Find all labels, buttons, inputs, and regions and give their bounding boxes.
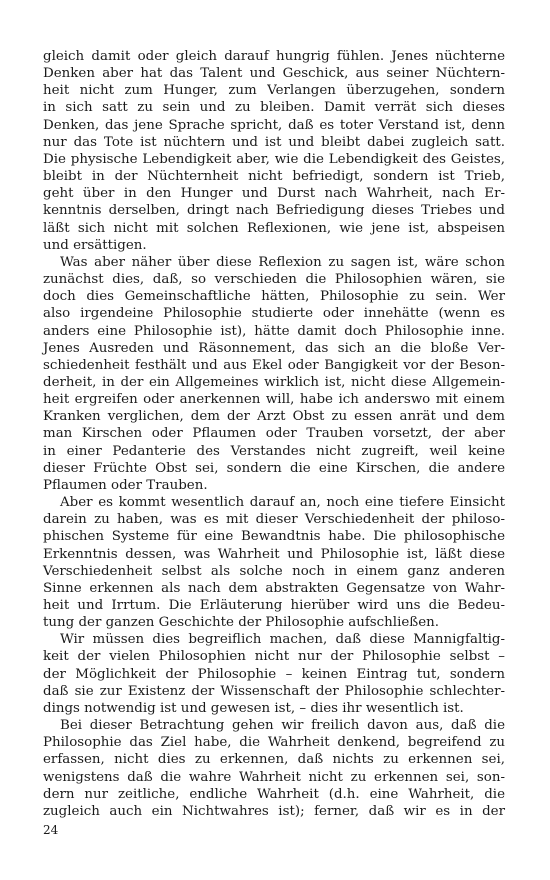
text-line: Pflaumen oder Trauben. <box>43 477 208 493</box>
page-number: 24 <box>43 823 59 837</box>
text-line: in sich satt zu sein und zu bleiben. Damit verrät sich dieses <box>43 100 505 116</box>
text-line: kenntnis derselben, dringt nach Befriedigung dieses Triebes und <box>43 203 505 219</box>
text-line: schiedenheit festhält und aus Ekel oder Bangigkeit vor der Beson- <box>43 357 505 373</box>
text-line: heit nicht zum Hunger, zum Verlangen überzugehen, sondern <box>43 83 505 99</box>
text-line: Bei dieser Betrachtung gehen wir freilich davon aus, daß die <box>60 718 505 734</box>
text-line: Jenes Ausreden und Räsonnement, das sich an die bloße Ver- <box>43 340 505 356</box>
text-line: Wir müssen dies begreiflich machen, daß diese Mannigfaltig- <box>60 632 505 648</box>
text-line: derheit, in der ein Allgemeines wirklich ist, nicht diese Allgemein- <box>43 374 505 390</box>
text-line: wenigstens daß die wahre Wahrheit nicht zu erkennen sei, son- <box>43 769 505 785</box>
text-line: Verschiedenheit selbst als solche noch in einem ganz anderen <box>43 563 505 579</box>
text-line: bleibt in der Nüchternheit nicht befriedigt, sondern ist Trieb, <box>43 169 505 185</box>
paragraph <box>43 631 505 717</box>
paragraph <box>43 254 505 494</box>
text-line: phischen Systeme für eine Bewandtnis habe. Die philosophische <box>43 529 505 545</box>
text-line: und ersättigen. <box>43 237 147 253</box>
text-line: der Möglichkeit der Philosophie – keinen Eintrag tut, sondern <box>43 666 505 682</box>
text-line: Aber es kommt wesentlich darauf an, noch eine tiefere Einsicht <box>60 495 505 511</box>
text-line: daß sie zur Existenz der Wissenschaft der Philosophie schlechter- <box>43 683 505 699</box>
text-line: Die physische Lebendigkeit aber, wie die Lebendigkeit des Geistes, <box>43 151 505 167</box>
body-text <box>43 48 505 820</box>
paragraph <box>43 494 505 631</box>
text-line: geht über in den Hunger und Durst nach Wahrheit, nach Er- <box>43 186 505 202</box>
text-line: gleich damit oder gleich darauf hungrig fühlen. Jenes nüchterne <box>43 49 505 64</box>
text-line: man Kirschen oder Pflaumen oder Trauben vorsetzt, der aber <box>43 426 505 442</box>
text-line: keit der vielen Philosophien nicht nur der Philosophie selbst – <box>43 649 505 665</box>
text-line: darein zu haben, was es mit dieser Verschiedenheit der philoso- <box>43 512 505 528</box>
text-line: heit ergreifen oder anerkennen will, habe ich anderswo mit einem <box>43 392 505 408</box>
paragraph <box>43 717 505 820</box>
text-line: also irgendeine Philosophie studierte oder innehätte (wenn es <box>43 306 505 322</box>
text-line: nur das Tote ist nüchtern und ist und bleibt dabei zugleich satt. <box>43 134 505 150</box>
text-line: läßt sich nicht mit solchen Reflexionen, wie jene ist, abspeisen <box>43 220 505 236</box>
text-line: Sinne erkennen als nach dem abstrakten Gegensatze von Wahr- <box>43 580 505 596</box>
text-line: erfassen, nicht dies zu erkennen, daß nichts zu erkennen sei, <box>43 752 505 768</box>
text-line: doch dies Gemeinschaftliche hätten, Philosophie zu sein. Wer <box>43 289 505 305</box>
paragraph <box>43 48 505 254</box>
text-line: in einer Pedanterie des Verstandes nicht zugreift, weil keine <box>43 443 505 459</box>
text-line: zunächst dies, daß, so verschieden die Philosophien wären, sie <box>43 272 505 288</box>
text-line: Denken aber hat das Talent und Geschick, aus seiner Nüchtern- <box>43 66 505 82</box>
text-line: dieser Früchte Obst sei, sondern die eine Kirschen, die andere <box>43 460 505 476</box>
text-line: Was aber näher über diese Reflexion zu sagen ist, wäre schon <box>60 254 505 270</box>
text-line: tung der ganzen Geschichte der Philosophie aufschließen. <box>43 615 440 631</box>
text-line: Kranken verglichen, dem der Arzt Obst zu essen anrät und dem <box>43 409 505 425</box>
text-line: heit und Irrtum. Die Erläuterung hierüber wird uns die Bedeu- <box>43 598 505 613</box>
text-line: anders eine Philosophie ist), hätte damit doch Philosophie inne. <box>43 323 505 339</box>
text-line: Philosophie das Ziel habe, die Wahrheit denkend, begreifend zu <box>43 735 505 751</box>
text-line: dings notwendig ist und gewesen ist, – dies ihr wesentlich ist. <box>43 700 464 716</box>
text-line: Denken, das jene Sprache spricht, daß es toter Verstand ist, denn <box>43 117 505 133</box>
text-line: dern nur zeitliche, endliche Wahrheit (d.h. eine Wahrheit, die <box>43 786 505 802</box>
text-line: Erkenntnis dessen, was Wahrheit und Philosophie ist, läßt diese <box>43 546 505 562</box>
text-line: zugleich auch ein Nichtwahres ist); ferner, daß wir es in der <box>43 803 505 819</box>
